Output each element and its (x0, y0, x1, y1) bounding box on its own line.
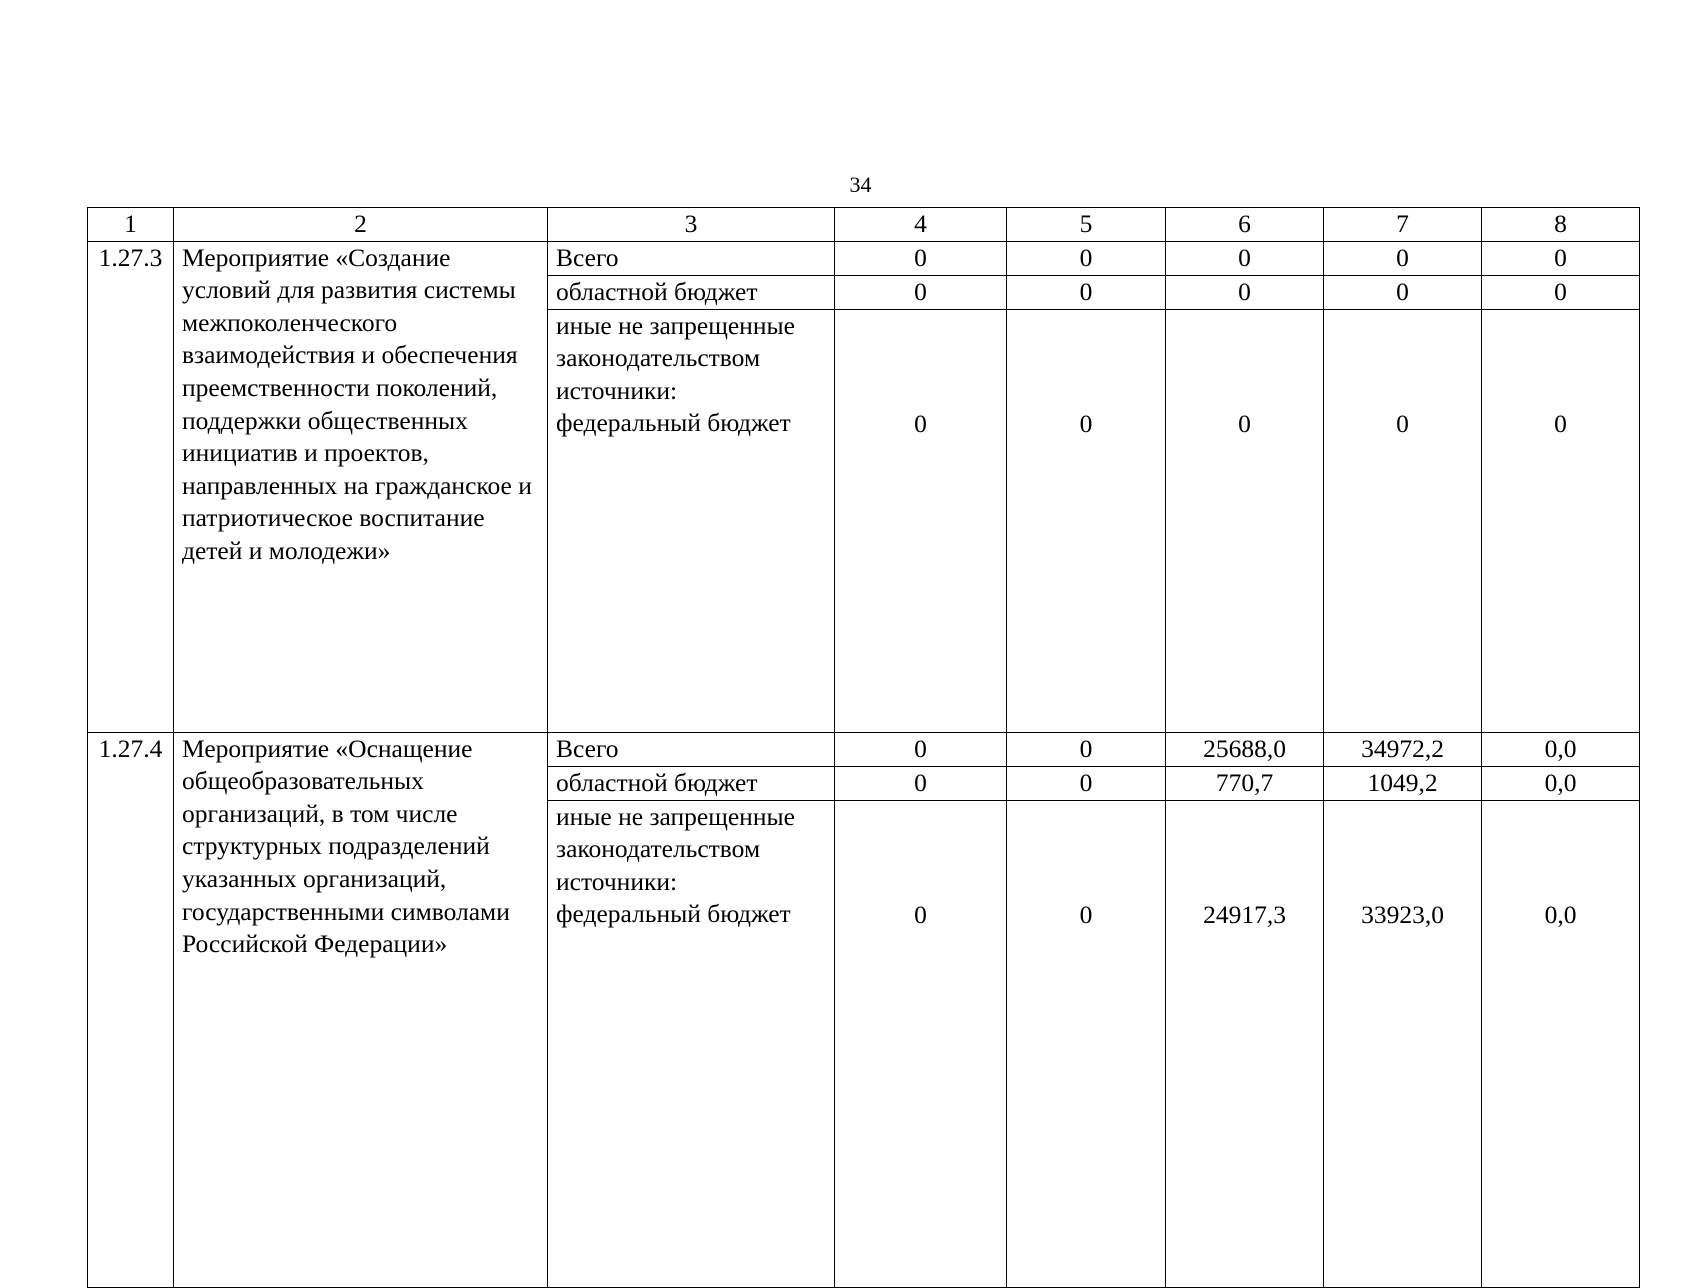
header-cell: 4 (835, 208, 1007, 242)
value-cell: 0,0 (1482, 766, 1640, 800)
table-row (88, 732, 1640, 766)
source-label: областной бюджет (548, 766, 835, 800)
source-label: иные не запрещенные законодательством источники: федеральный бюджет (548, 309, 835, 732)
header-cell: 8 (1482, 208, 1640, 242)
page-number: 34 (849, 172, 872, 197)
item-name: Мероприятие «Создание условий для развития системы межпоколенческого взаимодействия и обеспечения преемственности поколений, поддержки общественных инициатив и проектов, направленных на гражданское и патриотическое воспитание детей и молодежи» (174, 241, 548, 732)
source-label: областной бюджет (548, 275, 835, 309)
value-cell: 0 (835, 800, 1007, 1287)
value-cell: 0 (1007, 800, 1166, 1287)
value-cell: 0 (1007, 309, 1166, 732)
value-cell: 770,7 (1166, 766, 1324, 800)
header-cell: 5 (1007, 208, 1166, 242)
header-row (88, 208, 1640, 242)
value-cell: 34972,2 (1324, 732, 1482, 766)
value-cell: 0 (1166, 309, 1324, 732)
item-number: 1.27.3 (88, 241, 174, 732)
header-cell: 1 (88, 208, 174, 242)
value-cell: 0 (1007, 766, 1166, 800)
value-cell: 0 (1007, 241, 1166, 275)
value-cell: 0 (1324, 309, 1482, 732)
value-cell: 0 (1482, 309, 1640, 732)
header-cell: 2 (174, 208, 548, 242)
value-cell: 0 (1324, 241, 1482, 275)
value-cell: 0 (835, 732, 1007, 766)
value-cell: 0 (1324, 275, 1482, 309)
table-row (88, 241, 1640, 275)
value-cell: 0 (1482, 241, 1640, 275)
source-label: Всего (548, 732, 835, 766)
value-cell: 0 (835, 241, 1007, 275)
header-cell: 7 (1324, 208, 1482, 242)
item-number: 1.27.4 (88, 732, 174, 1287)
value-cell: 0 (835, 766, 1007, 800)
value-cell: 24917,3 (1166, 800, 1324, 1287)
value-cell: 0 (835, 275, 1007, 309)
value-cell: 0 (1007, 732, 1166, 766)
value-cell: 0,0 (1482, 732, 1640, 766)
value-cell: 25688,0 (1166, 732, 1324, 766)
value-cell: 0 (1007, 275, 1166, 309)
header-cell: 6 (1166, 208, 1324, 242)
source-label: иные не запрещенные законодательством источники: федеральный бюджет (548, 800, 835, 1287)
value-cell: 33923,0 (1324, 800, 1482, 1287)
value-cell: 1049,2 (1324, 766, 1482, 800)
value-cell: 0 (1166, 241, 1324, 275)
budget-table (87, 207, 1640, 1288)
value-cell: 0 (1482, 275, 1640, 309)
value-cell: 0 (1166, 275, 1324, 309)
item-name: Мероприятие «Оснащение общеобразовательных организаций, в том числе структурных подразделений указанных организаций, государственными символами Российской Федерации» (174, 732, 548, 1287)
value-cell: 0,0 (1482, 800, 1640, 1287)
header-cell: 3 (548, 208, 835, 242)
value-cell: 0 (835, 309, 1007, 732)
source-label: Всего (548, 241, 835, 275)
